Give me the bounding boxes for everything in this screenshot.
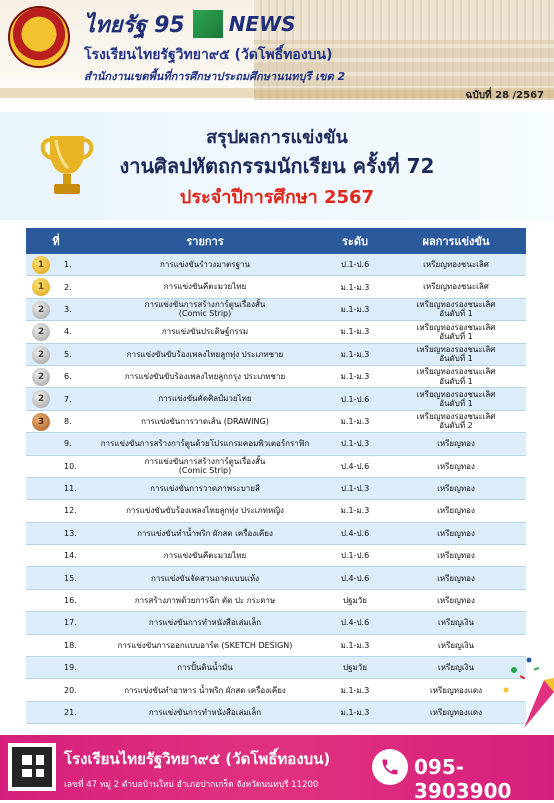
result-text: เหรียญทองชนะเลิศ bbox=[423, 260, 489, 270]
cell-result bbox=[386, 500, 526, 521]
footer-school-name: โรงเรียนไทยรัฐวิทยา๙๕ (วัดโพธิ์ทองบน) bbox=[64, 750, 331, 768]
item-name: การแข่งขันการทำหนังสือเล่มเล็ก bbox=[148, 618, 262, 628]
cell-item bbox=[86, 478, 324, 499]
issue-number: ฉบับที่ 28 /2567 bbox=[465, 90, 544, 101]
item-name: การแข่งขันรำวงมาตรฐาน bbox=[160, 260, 250, 270]
silver-medal-icon: 2 bbox=[32, 346, 50, 364]
table-row bbox=[26, 456, 526, 478]
header-no: ที่ bbox=[52, 235, 60, 248]
row-number: 3. bbox=[64, 304, 72, 314]
cell-result bbox=[386, 456, 526, 477]
result-text: เหรียญเงิน bbox=[438, 663, 474, 673]
row-number: 21. bbox=[64, 708, 77, 717]
cell-item bbox=[86, 344, 324, 365]
cell-item bbox=[86, 321, 324, 342]
cell-level: ม.1-ม.3 bbox=[340, 685, 370, 695]
cell-no bbox=[26, 254, 86, 275]
silver-medal-icon: 2 bbox=[32, 368, 50, 386]
row-number: 13. bbox=[64, 528, 77, 538]
item-name: การแข่งขันการสร้างการ์ตูนด้วยโปรแกรมคอมพิวเตอร์กราฟิก bbox=[100, 439, 310, 449]
cell-item bbox=[86, 635, 324, 656]
item-name: การแข่งขันการสร้างการ์ตูนเรื่องสั้น bbox=[144, 300, 266, 310]
result-text: เหรียญทอง bbox=[437, 551, 475, 561]
cell-level: ป.1-ป.6 bbox=[340, 394, 370, 404]
result-rank: อันดับที่ 1 bbox=[439, 309, 473, 319]
item-name: การแข่งขันคีตะมวยไทย bbox=[163, 282, 247, 292]
office-name: สำนักงานเขตพื้นที่การศึกษาประถมศึกษานนทบุรี เขต 2 bbox=[84, 70, 346, 83]
cell-result bbox=[386, 590, 526, 611]
table-row bbox=[26, 254, 526, 276]
phone-icon bbox=[372, 749, 408, 785]
cell-result bbox=[386, 567, 526, 588]
cell-no bbox=[26, 456, 86, 477]
party-popper-icon bbox=[484, 640, 554, 730]
cell-no bbox=[26, 366, 86, 387]
cell-level: ป.1-ป.3 bbox=[340, 484, 370, 494]
result-text: เหรียญทองรองชนะเลิศ bbox=[416, 345, 496, 355]
cell-level: ป.4-ป.6 bbox=[340, 528, 370, 538]
cell-level: ป.4-ป.6 bbox=[340, 618, 370, 628]
cell-result bbox=[386, 411, 526, 432]
title-line-2: งานศิลปหัตถกรรมนักเรียน ครั้งที่ 72 bbox=[119, 154, 435, 178]
cell-level: ม.1-ม.3 bbox=[340, 349, 370, 359]
cell-no bbox=[26, 545, 86, 566]
cell-no bbox=[26, 702, 86, 723]
header-item: รายการ bbox=[186, 235, 224, 248]
result-text: เหรียญทอง bbox=[437, 573, 475, 583]
cell-item bbox=[86, 702, 324, 723]
result-text: เหรียญทอง bbox=[437, 595, 475, 605]
cell-item bbox=[86, 545, 324, 566]
item-name: การแข่งขันประดิษฐ์กรรม bbox=[161, 327, 249, 337]
cell-item bbox=[86, 254, 324, 275]
item-name: การแข่งขันการวาดเส้น (DRAWING) bbox=[141, 416, 269, 426]
cell-no bbox=[26, 500, 86, 521]
cell-level: ป.1-ป.6 bbox=[340, 260, 370, 270]
result-text: เหรียญทองรองชนะเลิศ bbox=[416, 389, 496, 399]
result-text: เหรียญทอง bbox=[437, 439, 475, 449]
silver-medal-icon: 2 bbox=[32, 390, 50, 408]
result-text: เหรียญทอง bbox=[437, 506, 475, 516]
item-name: การแข่งขันทำอาหาร น้ำพริก ผักสด เครื่องเคียง bbox=[124, 685, 286, 695]
result-text: เหรียญทองแดง bbox=[429, 707, 483, 717]
item-name: การแข่งขันจัดสวนถาดแบบแห้ง bbox=[150, 573, 259, 583]
result-rank: อันดับที่ 1 bbox=[439, 399, 473, 409]
cell-level: ม.1-ม.3 bbox=[340, 372, 370, 382]
cell-level: ม.1-ม.3 bbox=[340, 416, 370, 426]
qr-code[interactable] bbox=[8, 743, 56, 791]
cell-result bbox=[386, 344, 526, 365]
row-number: 12. bbox=[64, 506, 77, 516]
header-banner bbox=[0, 0, 554, 112]
table-row bbox=[26, 567, 526, 589]
cell-no bbox=[26, 388, 86, 409]
silver-medal-icon: 2 bbox=[32, 323, 50, 341]
item-subname: (Comic Strip) bbox=[178, 309, 232, 319]
cell-no bbox=[26, 299, 86, 320]
result-rank: อันดับที่ 1 bbox=[439, 354, 473, 364]
results-table bbox=[26, 228, 526, 724]
cell-item bbox=[86, 366, 324, 387]
result-text: เหรียญทอง bbox=[437, 528, 475, 538]
title-line-1: สรุปผลการแข่งขัน bbox=[206, 127, 348, 148]
brand-word: ไทยรัฐ 95 bbox=[84, 12, 185, 38]
gold-medal-icon: 1 bbox=[32, 256, 50, 274]
gold-medal-icon: 1 bbox=[32, 278, 50, 296]
cell-level: ป.4-ป.6 bbox=[340, 461, 370, 471]
cell-level: ปฐมวัย bbox=[343, 663, 367, 673]
result-text: เหรียญทองแดง bbox=[429, 685, 483, 695]
row-number: 20. bbox=[64, 685, 77, 695]
cell-no bbox=[26, 411, 86, 432]
item-name: การแข่งขันขับร้องเพลงไทยลูกกรุง ประเภทชาย bbox=[124, 372, 286, 382]
cell-no bbox=[26, 679, 86, 700]
table-row bbox=[26, 388, 526, 410]
footer-address: เลขที่ 47 หมู่ 2 ตำบลบ้านใหม่ อำเภอปากเกร็ด จังหวัดนนทบุรี 11200 bbox=[64, 780, 319, 790]
cell-no bbox=[26, 590, 86, 611]
item-name: การแข่งขันขับร้องเพลงไทยลูกทุ่ง ประเภทชาย bbox=[126, 349, 284, 359]
cell-no bbox=[26, 567, 86, 588]
row-number: 14. bbox=[64, 551, 77, 561]
brand-news: NEWS bbox=[228, 12, 296, 36]
cell-level: ม.1-ม.3 bbox=[340, 304, 370, 314]
row-number: 19. bbox=[64, 663, 77, 673]
cell-no bbox=[26, 344, 86, 365]
cell-result bbox=[386, 321, 526, 342]
row-number: 2. bbox=[64, 282, 72, 292]
cell-item bbox=[86, 679, 324, 700]
result-text: เหรียญทองรองชนะเลิศ bbox=[416, 300, 496, 310]
item-name: การแข่งขันการออกแบบอาร์ต (SKETCH DESIGN) bbox=[117, 640, 293, 650]
cell-level: ป.1-ป.6 bbox=[340, 551, 370, 561]
header-result: ผลการแข่งขัน bbox=[422, 235, 490, 248]
item-name: การแข่งขันขับร้องเพลงไทยลูกทุ่ง ประเภทหญิง bbox=[126, 506, 284, 516]
cell-item bbox=[86, 567, 324, 588]
table-row bbox=[26, 478, 526, 500]
table-row bbox=[26, 321, 526, 343]
cell-item bbox=[86, 657, 324, 678]
item-name: การแข่งขันคีตะมวยไทย bbox=[163, 551, 247, 561]
cell-no bbox=[26, 321, 86, 342]
item-name: การแข่งขันการทำหนังสือเล่มเล็ก bbox=[148, 707, 262, 717]
result-rank: อันดับที่ 1 bbox=[439, 376, 473, 386]
row-number: 8. bbox=[64, 416, 72, 426]
row-number: 7. bbox=[64, 394, 72, 404]
title-line-3: ประจำปีการศึกษา 2567 bbox=[179, 187, 375, 208]
table-row bbox=[26, 500, 526, 522]
table-body bbox=[26, 254, 526, 724]
cell-item bbox=[86, 612, 324, 633]
cell-level: ม.1-ม.3 bbox=[340, 282, 370, 292]
school-name: โรงเรียนไทยรัฐวิทยา๙๕ (วัดโพธิ์ทองบน) bbox=[84, 47, 333, 63]
row-number: 10. bbox=[64, 461, 77, 471]
cell-no bbox=[26, 612, 86, 633]
result-text: เหรียญทอง bbox=[437, 484, 475, 493]
silver-medal-icon: 2 bbox=[32, 301, 50, 319]
table-row bbox=[26, 299, 526, 321]
cell-item bbox=[86, 299, 324, 320]
item-name: การแข่งขันการวาดภาพระบายสี bbox=[150, 484, 260, 493]
cell-item bbox=[86, 523, 324, 544]
brand-badge-icon bbox=[193, 10, 223, 38]
table-row bbox=[26, 344, 526, 366]
result-rank: อันดับที่ 2 bbox=[439, 421, 473, 431]
cell-item bbox=[86, 411, 324, 432]
table-row bbox=[26, 366, 526, 388]
result-text: เหรียญเงิน bbox=[438, 618, 474, 628]
row-number: 6. bbox=[64, 372, 72, 382]
cell-no bbox=[26, 657, 86, 678]
cell-level: ป.1-ป.3 bbox=[340, 439, 370, 449]
result-text: เหรียญทองชนะเลิศ bbox=[423, 282, 489, 292]
brand-title bbox=[84, 10, 296, 38]
item-name: การแข่งขันทำน้ำพริก ผักสด เครื่องเคียง bbox=[137, 528, 273, 538]
row-number: 11. bbox=[64, 484, 77, 494]
cell-result bbox=[386, 388, 526, 409]
cell-level: ม.1-ม.3 bbox=[340, 327, 370, 337]
cell-result bbox=[386, 254, 526, 275]
table-row bbox=[26, 590, 526, 612]
table-header bbox=[26, 228, 526, 254]
table-row bbox=[26, 702, 526, 724]
result-text: เหรียญทองรองชนะเลิศ bbox=[416, 412, 496, 422]
table-row bbox=[26, 411, 526, 433]
cell-result bbox=[386, 478, 526, 499]
title-area bbox=[0, 112, 554, 220]
cell-item bbox=[86, 388, 324, 409]
cell-item bbox=[86, 590, 324, 611]
cell-level: ม.1-ม.3 bbox=[340, 708, 370, 717]
cell-result bbox=[386, 523, 526, 544]
result-text: เหรียญทองรองชนะเลิศ bbox=[416, 367, 496, 377]
cell-level: ม.1-ม.3 bbox=[340, 640, 370, 650]
table-row bbox=[26, 433, 526, 455]
item-name: การปั้นดินน้ำมัน bbox=[177, 663, 233, 673]
row-number: 5. bbox=[64, 349, 72, 359]
result-rank: อันดับที่ 1 bbox=[439, 331, 473, 341]
cell-item bbox=[86, 276, 324, 297]
row-number: 1. bbox=[64, 260, 72, 270]
table-row bbox=[26, 679, 526, 701]
cell-item bbox=[86, 500, 324, 521]
footer-banner bbox=[0, 735, 554, 803]
result-text: เหรียญทอง bbox=[437, 461, 475, 471]
table-row bbox=[26, 523, 526, 545]
table-row bbox=[26, 635, 526, 657]
cell-item bbox=[86, 456, 324, 477]
row-number: 4. bbox=[64, 327, 72, 337]
bronze-medal-icon: 3 bbox=[32, 413, 50, 431]
item-name: การสร้างภาพด้วยการฉีก ตัด ปะ กระดาษ bbox=[134, 595, 276, 605]
row-number: 16. bbox=[64, 596, 77, 606]
cell-no bbox=[26, 635, 86, 656]
item-name: การแข่งขันการสร้างการ์ตูนเรื่องสั้น bbox=[144, 457, 266, 467]
cell-no bbox=[26, 433, 86, 454]
table-row bbox=[26, 657, 526, 679]
result-text: เหรียญทองรองชนะเลิศ bbox=[416, 322, 496, 332]
cell-result bbox=[386, 612, 526, 633]
school-logo bbox=[8, 6, 70, 68]
cell-result bbox=[386, 276, 526, 297]
table-row bbox=[26, 612, 526, 634]
item-name: การแข่งขันคัดศิลป์มวยไทย bbox=[158, 394, 252, 404]
cell-item bbox=[86, 433, 324, 454]
header-level: ระดับ bbox=[342, 235, 368, 248]
row-number: 9. bbox=[64, 439, 72, 449]
cell-level: ม.1-ม.3 bbox=[340, 506, 370, 516]
cell-no bbox=[26, 276, 86, 297]
row-number: 15. bbox=[64, 573, 77, 583]
cell-result bbox=[386, 433, 526, 454]
cell-no bbox=[26, 478, 86, 499]
footer-phone[interactable]: 095-3903900 bbox=[414, 755, 512, 803]
cell-level: ปฐมวัย bbox=[343, 596, 367, 606]
row-number: 17. bbox=[64, 618, 77, 628]
row-number: 18. bbox=[64, 640, 77, 650]
result-text: เหรียญเงิน bbox=[438, 640, 474, 650]
cell-result bbox=[386, 299, 526, 320]
table-row bbox=[26, 276, 526, 298]
cell-no bbox=[26, 523, 86, 544]
cell-level: ป.4-ป.6 bbox=[340, 573, 370, 583]
cell-result bbox=[386, 545, 526, 566]
cell-result bbox=[386, 366, 526, 387]
table-row bbox=[26, 545, 526, 567]
item-subname: (Comic Strip) bbox=[178, 466, 232, 476]
